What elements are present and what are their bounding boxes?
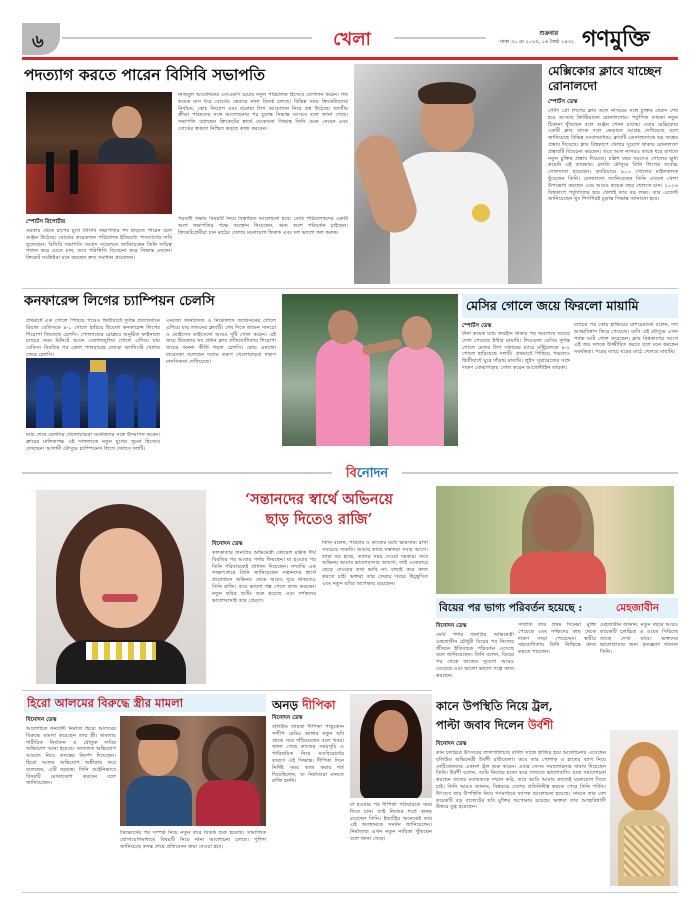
hero-alom-body1: আলোচিত কনটেন্ট নির্মাতা হিরো আলমের বিরুদ্ধে মামলা করেছেন তার স্ত্রী। মামলায় শারীরিক নির্যাতন ও যৌতুক দাবির অভিযোগ আনা হয়েছে। আদালত অভিযোগ আমলে নিয়ে তদন্তের নির্দেশ দিয়েছেন। হিরো আলম অভিযোগ অস্বীকার করে বলেছেন, এটি ষড়যন্ত্র। তিনি আইনিভাবে বিষয়টি মোকাবেলা করবেন বলে জানিয়েছেন। [26,726,116,787]
koel-headline-box [210,490,428,534]
masthead-line [62,37,312,39]
page-bottom-rule [22,892,678,893]
urvashi-photo [610,730,678,886]
urvashi-headline [436,698,606,736]
mehazabien-body1: ছোট পর্দার জনপ্রিয় অভিনেত্রী মেহজাবীন চৌধুরী বিয়ের পর নিজের জীবনে ইতিবাচক পরিবর্তন এসেছে বলে জানিয়েছেন। তিনি বলেন, বিয়ের পর থেকে কাজের সুযোগ আরও বেড়েছে এবং ভালো ভালো গল্পে কাজ করছেন। [436,632,514,679]
urvashi-headline-line1: কানে উপস্থিতি নিয়ে ট্রল, [436,699,553,713]
messi-body2: ম্যাচের পর কোচ হাভিয়ের মাশচেরানো বলেন, দল আত্মবিশ্বাস ফিরে পেয়েছে। মেসি এই মৌসুমে এখন পর্যন্ত আট গোল করেছেন। ক্লাব বিশ্বকাপের আগে এই জয় দলকে উজ্জীবিত করবে বলে মনে করছেন সমর্থকরা। পরের ম্যাচে ঘরের মাঠে খেলবে মায়ামি। [574,322,678,356]
urvashi-headline-name: উর্বশী [527,718,554,732]
day-label: শুক্রবার [539,30,558,37]
binodon-rule-right [402,472,678,474]
masthead-red-rule [22,57,678,60]
deepika-body1: বলিউড তারকা দীপিকা পাড়ুকোন সন্দীপ রেড্ডি ভাঙ্গার নতুন ছবি থেকে সরে দাঁড়িয়েছেন বলে খবর। জানা গেছে কাজের সময়সূচি ও পারিশ্রমিক নিয়ে মতবিরোধের কারণে এই সিদ্ধান্ত। দীপিকা দিনে নির্দিষ্ট সময় কাজ করার শর্ত দিয়েছিলেন, যা নির্মাতারা মানতে রাজি হননি। [272,724,344,785]
deepika-body2: মা হওয়ার পর দীপিকা পরিবারকে সময় দিতে চান। তাই নিজের শর্তে অনড় রয়েছেন তিনি। ইন্ডাস্ট্রির অনেকেই তার এই অবস্থানকে সমর্থন জানিয়েছেন। নির্মাতারা এখন নতুন নায়িকা খুঁজছেন বলে জানা গেছে। [350,802,432,842]
row1-divider [22,288,678,289]
messi-byline: স্পোর্টস ডেস্ক [462,323,492,329]
binodon-banner-rest: নোদন [356,466,389,481]
koel-photo [36,490,206,684]
mehazabien-headline-box [436,598,678,618]
koel-headline-line1: ‘সন্তানদের স্বার্থে অভিনয়ে [245,491,393,508]
chelsea-body1: প্রথমার্ধে এক গোলে পিছিয়ে পড়েও দ্বিতীয়ার্ধে দুর্দান্ত প্রত্যাবর্তনে রিয়াল বেতিসকে ৪-১ গোলে হারিয়ে উয়েফা কনফারেন্স লিগের শিরোপা জিতেছে চেলসি। পোল্যান্ডের রোক্লয়ে অনুষ্ঠিত ফাইনালে ম্যাচের নবম মিনিটে আব্দে এজালজুলির গোলে এগিয়ে যায় বেতিস। বিরতির পর কোল পালমারের জোড়া অ্যাসিস্টে খেলায় ফেরে চেলসি। [26,318,160,356]
binodon-rule-left [22,472,332,474]
koel-body1: কলকাতার জনপ্রিয় অভিনেত্রী কোয়েল মল্লিক দীর্ঘ বিরতির পর আবার পর্দায় ফিরছেন। মা হওয়ার পর তিনি পরিবারকেই প্রাধান্য দিয়েছেন। সম্প্রতি এক সাক্ষাৎকারে তিনি জানিয়েছেন সন্তানদের স্বার্থে প্রয়োজনে অভিনয় থেকে আরও দূরে থাকতেও তিনি রাজি। তবে ভালো গল্প পেলে কাজ করবেন। নতুন ছবির শুটিং শুরু হয়েছে এবং দর্শকদের ভালোবাসাই তার প্রেরণা। [212,550,316,604]
messi-photo [282,294,458,446]
chelsea-headline: কনফারেন্স লিগের চ্যাম্পিয়ন চেলসি [24,293,215,309]
page-number-badge [22,23,60,55]
hero-alom-body2: ডিভোর্সের পর সম্পর্ক নিয়ে নতুন করে বিতর্ক শুরু হয়েছে। সামাজিক যোগাযোগমাধ্যমে বিষয়টি নিয়ে নানা আলোচনা চলছে। পুলিশ জানিয়েছে তদন্ত শেষে প্রতিবেদন জমা দেওয়া হবে। [120,830,266,850]
bcb-col3: পরবর্তী সভায় বিষয়টি নিয়ে বিস্তারিত আলোচনা হবে। বোর্ড পরিচালকদের একটি অংশ সভাপতির পক্ষে অবস্থান নিয়েছেন, অন্য অংশ পরিবর্তন চাইছেন। ক্রিকেটপ্রেমীরা চান মাঠের খেলায় মনোযোগ ফিরুক এবং দল ভালো ফল করুক। [178,216,348,236]
brand-logo: গণমুক্তি [582,27,650,52]
mehazabien-headline-name: মেহজাবীন [616,602,660,614]
deepika-headline-name: দীপিকা [302,698,336,712]
bcb-col2: নাজমুল আবেদিনের এসএমসি চেয়ার নতুন পরিচালক হিসেবে যোগদান করেন। গত কয়েক মাস ধরে বোর্ডের ভেতরে নানা বিতর্ক চলছে। বিভিন্ন সময় ক্রিকেটারদের নির্বাচন, কোচ নিয়োগ এবং ঘরোয়া লিগ আয়োজন নিয়ে প্রশ্ন উঠেছে। জাতীয় ক্রীড়া পরিষদের সঙ্গে আলোচনার পর চূড়ান্ত সিদ্ধান্ত আসবে বলে জানা গেছে। সভাপতি বলেছেন ক্রিকেটের স্বার্থে যেকোনো সিদ্ধান্ত তিনি মেনে নেবেন এবং বোর্ডের স্বচ্ছতা নিশ্চিত করতে কাজ করবেন। [178,92,348,132]
hero-alom-headline: হিরো আলমের বিরুদ্ধে স্ত্রীর মামলা [27,696,184,710]
hero-alom-photo [120,716,266,826]
hero-alom-headline-box [24,694,266,712]
masthead-line-right [394,37,486,39]
ronaldo-body: সৌদি প্রো লিগের ক্লাব আল নাসরের সঙ্গে চুক্তির মেয়াদ শেষ হয়ে আসছে ক্রিস্টিয়ানো রোনালদোর। পর্তুগিজ তারকা নতুন ঠিকানা খুঁজছেন বলে গুঞ্জন শোনা যাচ্ছে। এবার মেক্সিকোর একটি ক্লাব তাকে দলে ভেড়াতে আগ্রহ দেখিয়েছে বলে জানিয়েছে বিভিন্ন সংবাদমাধ্যম। ক্লাবটি রোনালদোকে বড় অঙ্কের প্রস্তাব দিয়েছে। ক্লাব বিশ্বকাপে খেলার সুযোগ থাকায় রোনালদো প্রস্তাবটি বিবেচনা করছেন। তবে আল নাসরও তাকে ধরে রাখতে নতুন চুক্তির প্রস্তাব দিয়েছে। চল্লিশ বছর বয়সেও গোলের ক্ষুধা কমেনি এই তারকার। চলতি মৌসুমে তিনি লিগের সর্বোচ্চ গোলদাতা হয়েছেন। ক্যারিয়ারে ৯০০ গোলের মাইলফলক ছুঁয়েছেন তিনি। রোনালদো জানিয়েছেন তিনি এখনো খেলা উপভোগ করছেন এবং আরও কয়েক বছর খেলতে চান। ২০২৬ বিশ্বকাপে পর্তুগালের হয়ে খেলাই তার বড় লক্ষ্য। তার এজেন্ট জানিয়েছেন খুব শিগগিরই চূড়ান্ত সিদ্ধান্ত জানানো হবে। [548,108,678,203]
chelsea-body3: ম্যাচ শেষে চেলসির খেলোয়াড়রা সমর্থকদের সঙ্গে উদযাপন করেন। ক্লাবের মালিকপক্ষ এই সাফল্যকে নতুন যুগের সূচনা হিসেবে দেখছেন। আগামী মৌসুমে চ্যাম্পিয়নস লিগে খেলবে দলটি। [26,432,160,452]
chelsea-body2: এনজো ফার্নান্দেজ ও নিকোলাস জ্যাকসনের গোলে এগিয়ে যায় লন্ডনের ক্লাবটি। শেষ দিকে জাডন সানচো ও মোইসেস কাইসেদো আরও দুটি গোল করেন। এই জয়ে উয়েফার সব প্রধান ক্লাব প্রতিযোগিতার শিরোপা জয়ের অনন্য কীর্তি গড়ল চেলসি। কোচ এনজো মারেসকা বলেছেন দলের তরুণ খেলোয়াড়রা দারুণ মানসিকতা দেখিয়েছে। [166,318,276,365]
messi-headline-box [462,294,678,318]
deepika-headline-pre: অনড় [272,698,303,712]
section-title: খেলা [333,29,371,50]
urvashi-body: কান চলচ্চিত্র উৎসবের লালগালিচায় বর্ণিল সাজে হাজির হয়ে আলোচনায় এসেছেন বলিউড অভিনেত্রী উর্বশী রাউতেলা। তবে তার পোশাক ও হাতের ব্যাগ নিয়ে নেটিজেনদের একাংশ ট্রল শুরু করেন। এবার সেসব সমালোচনার জবাব দিয়েছেন তিনি। উর্বশী বলেন, আমি নিজের মতো করে সাজতে ভালোবাসি। যারা সমালোচনা করছেন তাদের মতামতকে সম্মান করি, তবে আমি আমার কাজেই মনোযোগ দিতে চাই। তিনি আরও জানান, বিশ্বমঞ্চে দেশের প্রতিনিধিত্ব করতে পেরে তিনি গর্বিত। উৎসবে তার উপস্থিতি নিয়ে গণমাধ্যমে ব্যাপক আলোচনা হয়েছে। সামনে তার বেশ কয়েকটি বড় বাজেটের ছবি মুক্তির অপেক্ষায় রয়েছে। ভক্তরা তার আত্মবিশ্বাসী উত্তরে মুগ্ধ হয়েছেন। [436,750,606,811]
deepika-byline: বিনোদন ডেস্ক [272,715,303,721]
bcb-col1: সরকার থেকে চাপের মুখে বিসিবি সভাপতির পদ ছাড়তে পারেন বলে গুঞ্জন উঠেছে। বোর্ডের কয়েকজন পরিচালক ইতিমধ্যে পদত্যাগের দাবি তুলেছেন। বিসিবি সভাপতি সংবাদ সম্মেলনে জানিয়েছেন তিনি দায়িত্ব পালন করে যেতে চান, তবে পরিস্থিতি বিবেচনা করে সিদ্ধান্ত নেবেন। ক্রিকেট সংশ্লিষ্টরা মনে করছেন দ্রুত সমাধান প্রয়োজন। [26,228,172,262]
koel-headline-line2: ছাড় দিতেও রাজি’ [265,511,373,528]
ronaldo-headline: মেক্সিকোর ক্লাবে যাচ্ছেন রোনালদো [548,64,662,93]
binodon-banner-initial: বি [345,466,357,481]
messi-headline: মেসির গোলে জয়ে ফিরলো মায়ামি [466,298,639,313]
koel-byline: বিনোদন ডেস্ক [212,541,243,547]
bcb-photo [26,92,172,214]
urvashi-headline-pre: পাল্টা জবাব দিলেন [436,718,528,732]
bcb-byline: স্পোর্টস রিপোর্টার [26,219,66,225]
bcb-headline: পদত্যাগ করতে পারেন বিসিবি সভাপতি [24,65,265,84]
hero-alom-byline: বিনোদন ডেস্ক [26,717,57,723]
urvashi-byline: বিনোদন ডেস্ক [436,741,467,747]
ronaldo-byline: স্পোর্টস ডেস্ক [548,99,578,105]
messi-body1: টানা কয়েক ম্যাচ জয়হীন থাকার পর অবশেষে জয়ের দেখা পেয়েছে ইন্টার মায়ামি। লিওনেল মেসির দুর্দান্ত গোলে মেজর লিগ সকারের ম্যাচে মন্ট্রিয়লকে ৪-২ গোলে হারিয়েছে দলটি। প্রথমার্ধে পিছিয়ে পড়লেও দ্বিতীয়ার্ধে ঘুরে দাঁড়ায় মায়ামি। লুইস সুয়ারেজের সঙ্গে দারুণ বোঝাপড়ায় গোল করেন আর্জেন্টাইন তারকা। [462,331,570,371]
ronaldo-photo [354,64,542,284]
mehazabien-body2: সম্প্রতি তার প্রথম সিনেমা মুক্তি পেয়েছে এবং দর্শকদের কাছ থেকে দারুণ সাড়া পেয়েছেন। স্বামীর সহযোগিতায় তিনি নিশ্চিন্তে কাজ করতে পারছেন। [518,622,596,656]
deepika-photo [350,694,432,798]
mehazabien-photo [436,486,674,594]
binodon-banner [332,464,402,482]
masthead [22,22,678,56]
page-number: ৬ [32,31,44,52]
row3-divider [22,690,432,691]
koel-body2: তিনি বলেন, পরিবার ও কাজের মধ্যে ভারসাম্য রাখা সবচেয়ে জরুরি। আমার কাছে সন্তানরা সবার আগে। তারা বড় হচ্ছে, তাদের সময় দেওয়া দরকার। তবে অভিনয় আমার ভালোবাসার জায়গা, তাই একেবারে ছেড়ে দেওয়ার কথা ভাবি না। বাছাই করে কাজ করতে চাই। ভক্তরা তার ফেরার খবরে উচ্ছ্বসিত এবং নতুন ছবির অপেক্ষায় রয়েছেন। [322,540,428,587]
mehazabien-body3: মেহজাবীন জানান, নতুন বছরে আরও কয়েকটি চলচ্চিত্র ও ওয়েব সিরিজে তাকে দেখা যাবে। ভক্তদের ভালোবাসার জন্য কৃতজ্ঞতা জানান তিনি। [600,622,678,656]
chelsea-photo [26,358,160,428]
mehazabien-headline-pre: বিয়ের পর ভাগ্য পরিবর্তন হয়েছে : [439,602,583,614]
mehazabien-byline: বিনোদন ডেস্ক [436,623,467,629]
date-line: ঢাকা ৩০ মে ২০২৫, ১৬ জৈষ্ঠ ১৪৩২ [500,39,574,45]
